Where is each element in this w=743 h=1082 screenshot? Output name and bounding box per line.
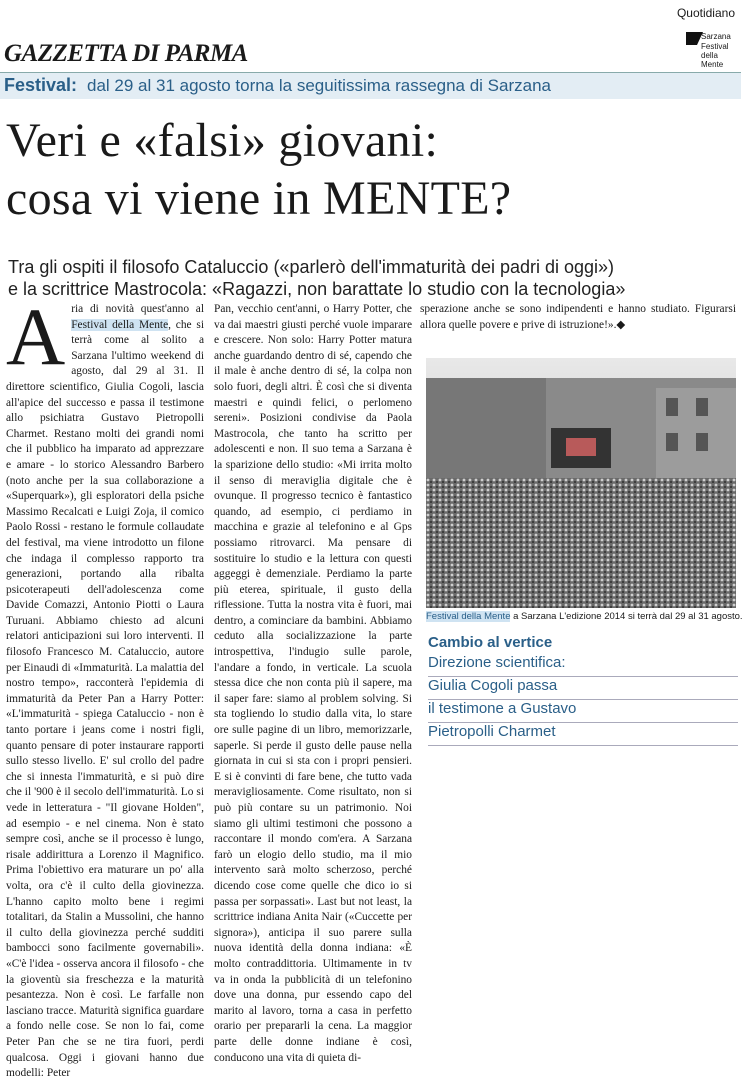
- caption-text: a Sarzana L'edizione 2014 si terrà dal 29 al 31 agosto.: [510, 611, 743, 622]
- drop-cap: A: [6, 291, 66, 382]
- sidebar-box-line: il testimone a Gustavo: [428, 700, 738, 723]
- festival-logo-icon: [686, 32, 697, 45]
- article-column-1: [6, 291, 205, 1080]
- subhead-line-1: Tra gli ospiti il filosofo Cataluccio («parlerò dell'immaturità dei padri di oggi»): [8, 257, 615, 277]
- logo-city: Sarzana: [701, 32, 731, 41]
- festival-photo-image: [426, 358, 736, 608]
- headline-line-2: cosa vi viene in MENTE?: [6, 172, 512, 225]
- publication-type: Quotidiano: [676, 6, 735, 20]
- photo-caption: [426, 611, 743, 622]
- page-header: [0, 0, 741, 72]
- column-1-intro: ria di novità quest'anno al: [71, 303, 204, 315]
- festival-name-highlight: Festival della Mente: [71, 318, 169, 331]
- logo-name-line1: Festival: [701, 42, 729, 51]
- column-2-text: Pan, vecchio cent'anni, o Harry Potter, che va dai maestri giusti perché vuole imparare e crescere. Non solo: Harry Potter matura anche guardando dentro di sé, capendo che il male è anche dentro di sé, la colpa non solo fuori, degli altri. È così che si diventa maestri e quindi felici, o perlomeno sereni». Posizioni condivise da Paola Mastrocola, che tanto ha scritto per adolescenti e non. Il suo tema a Sarzana è la sparizione dello studio: «Mi irrita molto il senso di meraviglia digitale che è ovunque. Il progresso tecnico è fantastico quando, ad esempio, ci perdiamo in macchina e grazie al telefonino e al Gps possiamo ritrovarci. Ma pensare di sostituire lo studio e la lettura con questi aggeggi è demenziale. Perdiamo la parte più eterea, spirituale, il gusto della riflessione. Tutta la nostra vita è fuori, mai dentro, a cominciare da bambini. Abbiamo ceduto alla socializzazione la parte introspettiva, l'indugio sulle parole, l'andare a fondo, in verticale. La scuola stessa dice che non conta più il sapere, ma il saper fare: siamo al problem solving. Si sta togliendo lo studio dalla vita, lo stare ore sulle pagine di un libro, memorizzarle, saperle. Si perde il gusto delle pause nella giornata in cui si sta con i propri pensieri. E si è convinti di fare bene, che tutto vada meravigliosamente. Come risultato, non si può più contare su un patrimonio. Noi siamo gli ultimi testimoni che possono a raccontare il mondo com'era. A Sarzana farò un elogio dello studio, ma il mio intervento sarà molto scherzoso, perché dicendo cose come quelle che dico io si passa per sorpassati». Last but not least, la scrittrice indiana Anita Nair («Cuccette per signora»), anticipa il suo parere sulla nuova identità della donna indiana: «È molto contraddittoria. Ultimamente in tv va in onda la pubblicità di un telefonino dove una donna, pur essendo capo del marito al lavoro, torna a casa in perfetto orario per prepararli la cena. La maggior parte delle donne indiane è così, conducono una vita di quieta di-: [214, 303, 412, 1064]
- subheadline: [8, 256, 738, 300]
- caption-highlight: Festival della Mente: [426, 611, 511, 622]
- headline: [6, 112, 736, 228]
- article-column-2: [214, 302, 412, 1064]
- sidebar-box-line: Direzione scientifica:: [428, 654, 738, 677]
- newspaper-masthead: GAZZETTA DI PARMA: [4, 40, 248, 67]
- column-3-text: sperazione anche se sono indipendenti e hanno studiato. Figurarsi allora quelle povere e prive di istruzione!».◆: [420, 303, 736, 331]
- sidebar-box-line: Giulia Cogoli passa: [428, 677, 738, 700]
- sidebar-box-title: Cambio al vertice: [428, 634, 553, 651]
- section-rubric: [0, 72, 741, 99]
- rubric-tag: Festival:: [4, 75, 78, 95]
- festival-logo: [686, 30, 736, 68]
- headline-line-1: Veri e «falsi» giovani:: [6, 114, 439, 167]
- column-1-text: , che si terrà come al solito a Sarzana l'ultimo weekend di agosto, dal 29 al 31. Il direttore scientifico, Giulia Cogoli, lascia all'apice del successo e passa il testimone allo psichiatra Gustavo Pietropolli Charmet. Restano molti dei grandi nomi che il pubblico ha imparato ad apprezzare e amare - lo storico Alessandro Barbero (noto anche per la sua collaborazione a «Superquark»), gli esploratori della psiche Massimo Recalcati e Luigi Zoja, il comico Paolo Rossi - restano le formule collaudate del festival, ma viene introdotto un filone che indaga il complesso rapporto tra generazioni, portando alla ribalta psicoterapeuti dell'adolescenza come Davide Comazzi, Antonio Piotti o Laura Turuani. Abbiamo chiesto ad alcuni relatori anticipazioni sui loro interventi. Il filosofo Francesco M. Cataluccio, autore per Einaudi di «Immaturità. La malattia del nostro tempo», racconterà l'epidemia di immaturità da Peter Pan a Harry Potter: «L'immaturità - spiega Cataluccio - non è tanto portare i jeans come i nostri figli, quanto pensare di poter instaurare rapporti sullo stesso livello. E' sul crollo del padre che si innesta l'immaturità, e si può dire che il '900 è il secolo dell'immaturità. Lo si vede in letteratura - "Il giovane Holden", ad esempio - e nel cinema. Non è stato sempre così, anche se il processo è lungo, risale addirittura a Lorenzo il Magnifico. Prima l'obiettivo era maturare un po' alla volta, ora c'è il culto della giovinezza. L'hanno capito molto bene i regimi totalitari, da Stalin a Mussolini, che hanno il culto della giovinezza perché sudditi bambocci sono facilmente governabili». «C'è l'idea - osserva ancora il filosofo - che la gioventù sia freschezza e la maturità pesantezza. Non è così. Le farfalle non lasciano tracce. Maturità significa guardare a fondo nelle cose. Se non lo fai, come Peter Pan che se ne tira fuori, perdi qualcosa. Oggi i giovani hanno due modelli: Peter: [6, 318, 205, 1080]
- article-column-3: [420, 302, 736, 346]
- subhead-line-2: e la scrittrice Mastrocola: «Ragazzi, non barattate lo studio con la tecnologia»: [8, 279, 626, 299]
- logo-name-line2: della Mente: [701, 51, 724, 69]
- sidebar-box-line: Pietropolli Charmet: [428, 723, 738, 746]
- rubric-text: dal 29 al 31 agosto torna la seguitissima rassegna di Sarzana: [87, 76, 552, 95]
- festival-photo: [426, 358, 736, 608]
- logo-name: [701, 42, 736, 69]
